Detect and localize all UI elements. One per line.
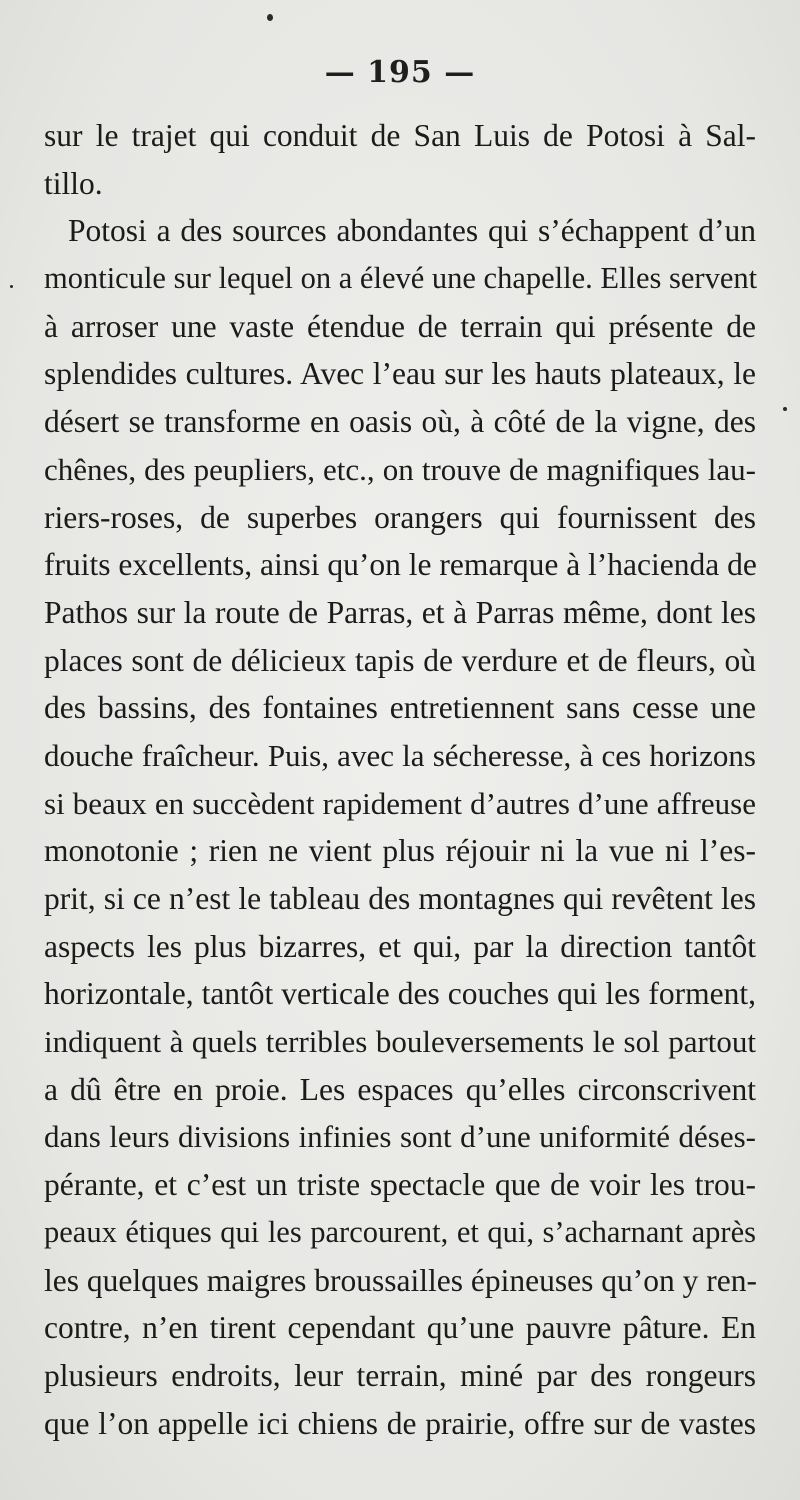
text-line: monotonie ; rien ne vient plus réjouir ni la vue ni l’es- <box>44 833 756 869</box>
text-line: a dû être en proie. Les espaces qu’elles circonscrivent <box>44 1071 756 1107</box>
text-line: monticule sur lequel on a élevé une chapelle. Elles servent <box>44 261 758 296</box>
text-line: dans leurs divisions infinies sont d’une uniformité déses- <box>44 1119 756 1155</box>
text-line: riers-roses, de superbes orangers qui fournissent des <box>44 499 756 535</box>
text-line: chênes, des peupliers, etc., on trouve de magnifiques lau- <box>44 451 756 487</box>
text-line: peaux étiques qui les parcourent, et qui, s’acharnant après <box>44 1214 756 1249</box>
ink-spot <box>783 407 787 411</box>
text-line: des bassins, des fontaines entretiennent sans cesse une <box>44 690 756 726</box>
text-line: Potosi a des sources abondantes qui s’échappent d’un <box>68 213 756 249</box>
text-line: douche fraîcheur. Puis, avec la sécheresse, à ces horizons <box>44 737 756 773</box>
text-line: plusieurs endroits, leur terrain, miné par des rongeurs <box>44 1357 756 1393</box>
text-line: à arroser une vaste étendue de terrain qui présente de <box>44 308 756 344</box>
text-line: les quelques maigres broussailles épineuses qu’on y ren- <box>44 1262 757 1298</box>
text-line: pérante, et c’est un triste spectacle que de voir les trou- <box>44 1167 756 1203</box>
text-line: que l’on appelle ici chiens de prairie, offre sur de vastes <box>44 1405 756 1441</box>
text-line: prit, si ce n’est le tableau des montagnes qui revêtent les <box>44 881 756 916</box>
text-line: désert se transforme en oasis où, à côté de la vigne, des <box>44 404 756 440</box>
text-line: horizontale, tantôt verticale des couches qui les forment, <box>44 976 756 1012</box>
ink-spot <box>267 14 273 21</box>
text-line: indiquent à quels terribles bouleversements le sol partout <box>44 1024 756 1060</box>
page-number: — 195 — <box>324 55 476 90</box>
text-line: Pathos sur la route de Parras, et à Parras même, dont les <box>44 594 756 630</box>
ink-spot <box>10 285 13 288</box>
text-line: tillo. <box>44 165 103 201</box>
text-line: aspects les plus bizarres, et qui, par la direction tantôt <box>44 928 756 964</box>
page-body-text <box>44 112 756 1447</box>
text-line: si beaux en succèdent rapidement d’autres d’une affreuse <box>44 785 756 821</box>
text-line: splendides cultures. Avec l’eau sur les hauts plateaux, le <box>44 356 756 392</box>
text-line: fruits excellents, ainsi qu’on le remarque à l’hacienda de <box>44 547 757 583</box>
text-line: contre, n’en tirent cependant qu’une pauvre pâture. En <box>44 1310 756 1346</box>
text-line: sur le trajet qui conduit de San Luis de Potosi à Sal- <box>44 118 756 153</box>
text-line: places sont de délicieux tapis de verdure et de fleurs, où <box>44 642 756 678</box>
